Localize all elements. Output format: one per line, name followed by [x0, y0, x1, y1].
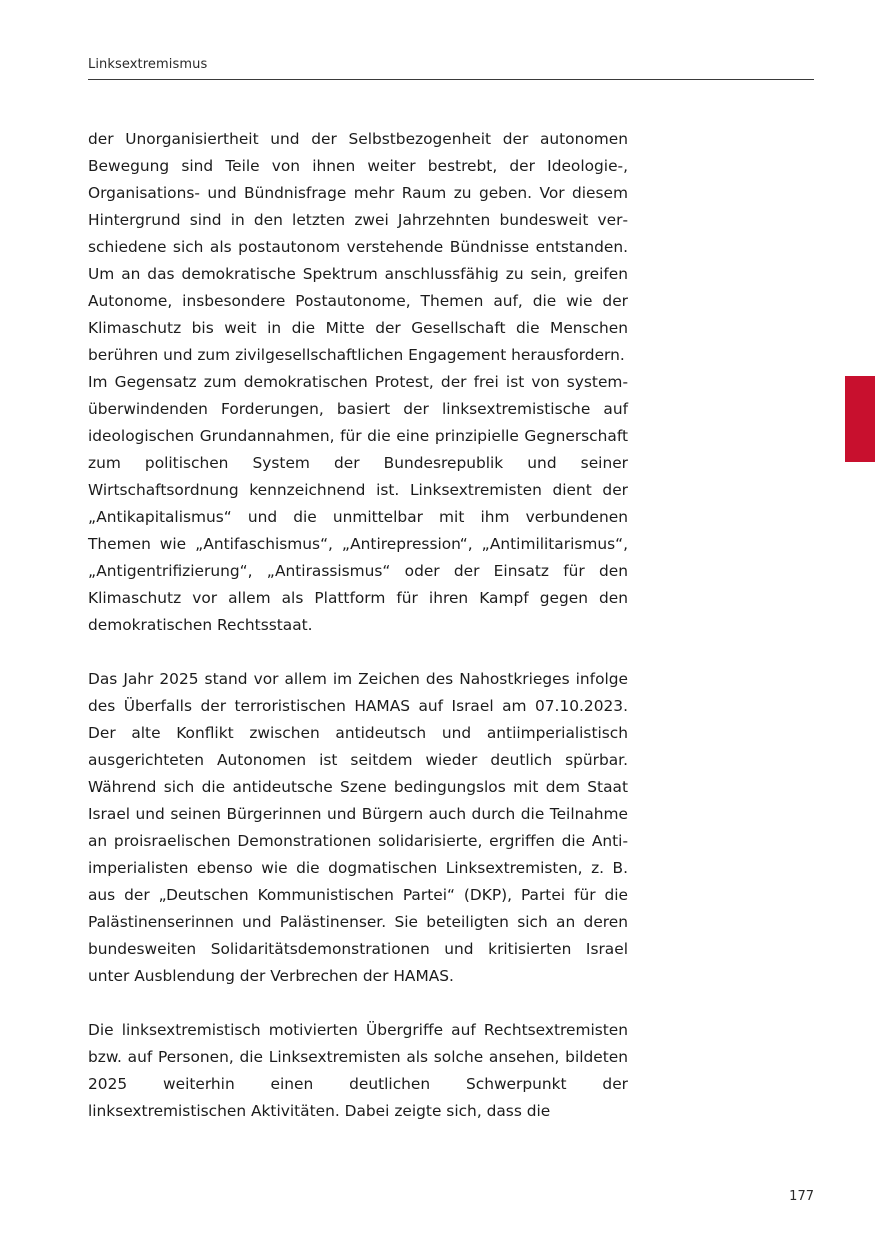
page-number: 177: [789, 1189, 814, 1204]
paragraph-spacer: [88, 990, 628, 1017]
paragraph-spacer: [88, 639, 628, 666]
chapter-tab-marker: [845, 376, 875, 462]
header-rule: [88, 79, 814, 80]
paragraph-2: Im Gegensatz zum demokratischen Protest, der frei ist von systemüberwindenden Forderungen, basiert der linksextremistische auf ideologischen Grundannahmen, für die eine prinzipielle Gegnerschaft zum politischen System der Bundesrepublik und seiner Wirtschaftsordnung kennzeichnend ist. Linksextremisten dient der „Antikapitalismus“ und die unmittelbar mit ihm verbundenen Themen wie „Antifaschismus“, „Antirepression“, „Antimilitarismus“, „Antigentrifizierung“, „Antirassismus“ oder der Einsatz für den Klimaschutz vor allem als Plattform für ihren Kampf gegen den demokratischen Rechtsstaat.: [88, 373, 628, 634]
paragraph-4: Die linksextremistisch motivierten Übergriffe auf Rechtsextremisten bzw. auf Personen, die Linksextremisten als solche ansehen, bildeten 2025 weiterhin einen deutlichen Schwerpunkt der linksextremistischen Aktivitäten. Dabei zeigte sich, dass die: [88, 1021, 628, 1120]
body-text: [88, 126, 628, 1125]
paragraph-3: Das Jahr 2025 stand vor allem im Zeichen des Nahostkrieges infolge des Überfalls der terroristischen HAMAS auf Israel am 07.10.2023. Der alte Konflikt zwischen antideutsch und antiimperialistisch ausgerichteten Autonomen ist seitdem wieder deutlich spürbar. Während sich die antideutsche Szene bedingungslos mit dem Staat Israel und seinen Bürgerinnen und Bürgern auch durch die Teilnahme an proisraelischen Demonstrationen solidarisierte, ergriffen die Antiimperialisten ebenso wie die dogmatischen Linksextremisten, z. B. aus der „Deutschen Kommunistischen Partei“ (DKP), Partei für die Palästinenserinnen und Palästinenser. Sie beteiligten sich an deren bundesweiten Solidaritätsdemonstrationen und kritisierten Israel unter Ausblendung der Verbrechen der HAMAS.: [88, 670, 628, 985]
running-header: Linksextremismus: [88, 57, 208, 72]
paragraph-1: der Unorganisiertheit und der Selbstbezogenheit der autonomen Bewegung sind Teile von ihnen weiter bestrebt, der Ideologie-, Organisations- und Bündnisfrage mehr Raum zu geben. Vor diesem Hintergrund sind in den letzten zwei Jahrzehnten bundesweit verschiedene sich als postautonom verstehende Bündnisse entstanden. Um an das demokratische Spektrum anschlussfähig zu sein, greifen Autonome, insbesondere Postautonome, Themen auf, die wie der Klimaschutz bis weit in die Mitte der Gesellschaft die Menschen berühren und zum zivilgesellschaftlichen Engagement herausfordern.: [88, 130, 628, 364]
